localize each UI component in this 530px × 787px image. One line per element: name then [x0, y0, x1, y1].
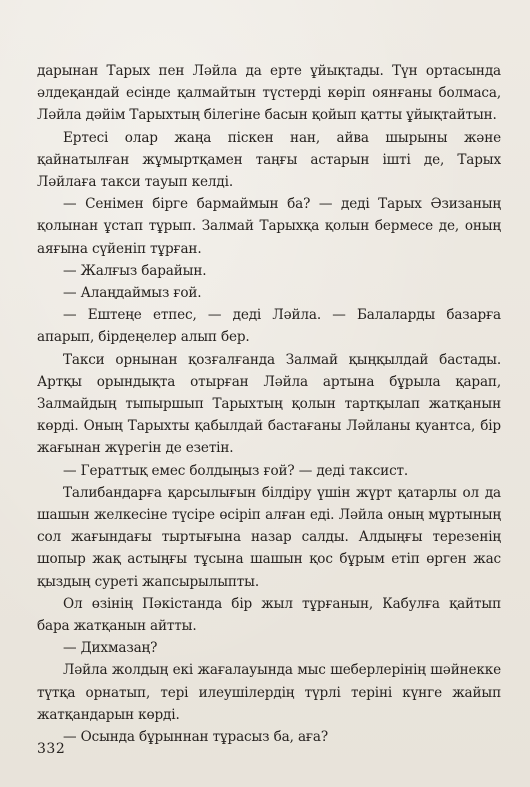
- paragraph: — Ештеңе етпес, — деді Ләйла. — Балаларды базарға апарып, бірдеңелер алып бер.: [37, 307, 501, 346]
- paragraph: Ол өзінің Пәкістанда бір жыл тұрғанын, Кабулға қайтып бара жатқанын айтты.: [37, 595, 501, 635]
- paragraph: — Алаңдаймыз ғой.: [63, 285, 202, 302]
- body-text: [37, 60, 501, 748]
- paragraph: Такси орнынан қозғалғанда Залмай қыңқылдай бастады. Артқы орындықта отырған Ләйла артына бұрыла қарап, Залмайдың тыпыршып Тарыхтың қолын тартқылап жатқанын көрді. Оның Тарыхты қабылдай бастағаны Ләйланы қуантса, бір жағынан жүрегін де езетін.: [37, 351, 501, 457]
- paragraph: — Жалғыз барайын.: [63, 262, 207, 279]
- paragraph: — Сенімен бірге бармаймын ба? — деді Тарых Әзизаның қолынан ұстап тұрып. Залмай Тарыхқа қолын бермесе де, оның аяғына сүйеніп тұрған.: [37, 196, 501, 257]
- paragraph: Талибандарға қарсылығын білдіру үшін жүрт қатарлы ол да шашын желкесіне түсіре өсіріп алған еді. Ләйла оның мұртының сол жағындағы тыртығына назар салды. Алдыңғы терезенің шопыр жақ астыңғы тұсына шашын қос бұрым етіп өрген жас қыздың суреті жапсырылыпты.: [37, 484, 501, 590]
- paragraph: — Гераттық емес болдыңыз ғой? — деді таксист.: [63, 462, 409, 479]
- paragraph: Ертесі олар жаңа піскен нан, айва шырыны және қайнатылған жұмыртқамен таңғы астарын ішті де, Тарых Ләйлаға такси тауып келді.: [37, 129, 501, 191]
- paragraph: — Дихмазаң?: [63, 640, 158, 657]
- paragraph: Ләйла жолдың екі жағалауында мыс шеберлерінің шәйнекке түтқа орнатып, тері илеушілердің түрлі теріні күнге жайып жатқандарын көрді.: [37, 662, 501, 723]
- page-number: 332: [37, 741, 66, 757]
- paragraph: — Осында бұрыннан тұрасыз ба, аға?: [63, 729, 328, 746]
- paragraph: дарынан Тарых пен Ләйла да ерте ұйықтады. Түн ортасында әлдеқандай есінде қалмайтын түстерді көріп оянғаны болмаса, Ләйла дәйім Тарыхтың білегіне басын қойып қатты ұйықтайтын.: [37, 63, 501, 124]
